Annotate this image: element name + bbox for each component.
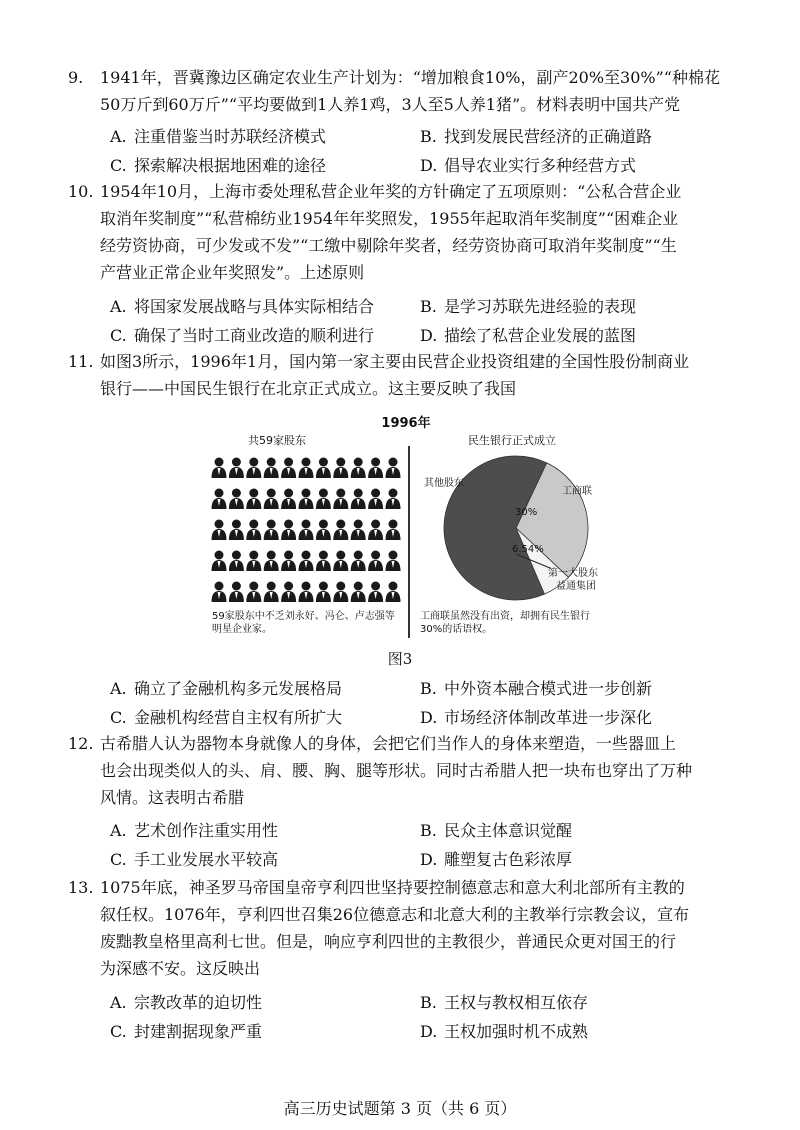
option-a[interactable]: A. 注重借鉴当时苏联经济模式	[110, 127, 327, 146]
shareholder-person-icon	[281, 582, 296, 603]
shareholder-person-icon	[333, 489, 348, 510]
option-d[interactable]: D. 王权加强时机不成熟	[420, 1022, 589, 1041]
label-other-shareholders: 其他股东	[424, 478, 464, 489]
shareholder-person-icon	[299, 551, 314, 572]
question-line: 为深感不安。这反映出	[100, 959, 261, 978]
option-d[interactable]: D. 倡导农业实行多种经营方式	[420, 156, 637, 175]
shareholder-person-icon	[281, 551, 296, 572]
question-line: 产营业正常企业年奖照发”。上述原则	[100, 263, 365, 282]
shareholder-person-icon	[229, 551, 244, 572]
pie-label-30: 30%	[515, 507, 538, 518]
shareholder-person-icon	[351, 489, 366, 510]
shareholder-person-icon	[386, 582, 401, 603]
shareholder-person-icon	[386, 520, 401, 541]
shareholder-person-icon	[264, 458, 279, 479]
option-d[interactable]: D. 市场经济体制改革进一步深化	[420, 708, 653, 727]
shareholder-person-icon	[246, 551, 261, 572]
shareholder-person-icon	[229, 489, 244, 510]
shareholder-person-icon	[368, 458, 383, 479]
question-number: 11.	[68, 352, 94, 371]
option-c[interactable]: C. 手工业发展水平较高	[110, 850, 279, 869]
bank-title: 民生银行正式成立	[468, 434, 556, 447]
shareholder-person-icon	[316, 489, 331, 510]
shareholder-person-icon	[333, 551, 348, 572]
shareholder-person-icon	[281, 489, 296, 510]
shareholder-person-icon	[299, 458, 314, 479]
shareholder-person-icon	[316, 458, 331, 479]
question-line: 取消年奖制度”“私营棉纺业1954年年奖照发，1955年起取消年奖制度”“困难企业	[100, 209, 679, 228]
option-c[interactable]: C. 金融机构经营自主权有所扩大	[110, 708, 343, 727]
shareholder-person-icon	[351, 520, 366, 541]
shareholder-person-icon	[281, 458, 296, 479]
label-acfic: 工商联	[562, 486, 592, 497]
question-line: 古希腊人认为器物本身就像人的身体，会把它们当作人的身体来塑造，一些器皿上	[100, 734, 677, 753]
option-b[interactable]: B. 是学习苏联先进经验的表现	[420, 297, 637, 316]
question-10	[68, 178, 740, 286]
option-a[interactable]: A. 宗教改革的迫切性	[110, 993, 263, 1012]
option-a[interactable]: A. 艺术创作注重实用性	[110, 821, 279, 840]
options-13	[110, 988, 730, 1046]
shareholder-person-icon	[299, 582, 314, 603]
shareholder-person-icon	[212, 458, 227, 479]
figure-divider	[408, 446, 410, 638]
question-number: 12.	[68, 734, 94, 753]
option-c[interactable]: C. 确保了当时工商业改造的顺利进行	[110, 326, 375, 345]
leader-line	[510, 552, 560, 572]
shareholder-person-icon	[368, 551, 383, 572]
option-d[interactable]: D. 描绘了私营企业发展的蓝图	[420, 326, 637, 345]
question-13	[68, 874, 740, 982]
option-a[interactable]: A. 确立了金融机构多元发展格局	[110, 679, 343, 698]
shareholder-person-icon	[212, 551, 227, 572]
question-line: 废黜教皇格里高利七世。但是，响应亨利四世的主教很少，普通民众更对国王的行	[100, 932, 677, 951]
option-b[interactable]: B. 民众主体意识觉醒	[420, 821, 573, 840]
shareholder-person-icon	[212, 489, 227, 510]
page-footer: 高三历史试题第 3 页（共 6 页）	[283, 1099, 517, 1118]
question-number: 10.	[68, 182, 94, 201]
shareholders-title: 共59家股东	[248, 434, 306, 447]
shareholder-person-icon	[368, 582, 383, 603]
question-9	[68, 64, 740, 118]
label-top-shareholder: 第一大股东	[548, 568, 598, 579]
shareholder-person-icon	[333, 458, 348, 479]
shareholder-person-icon	[212, 582, 227, 603]
options-11	[110, 674, 730, 732]
shareholder-person-icon	[229, 520, 244, 541]
question-12	[68, 730, 740, 811]
shareholders-caption: 59家股东中不乏刘永好、冯仑、卢志强等明星企业家。	[212, 611, 395, 635]
shareholder-person-icon	[229, 458, 244, 479]
label-top-shareholder-name: 益通集团	[556, 581, 596, 592]
shareholder-person-icon	[281, 520, 296, 541]
shareholder-person-icon	[264, 551, 279, 572]
shareholder-person-icon	[316, 520, 331, 541]
shareholder-person-icon	[299, 489, 314, 510]
shareholder-person-icon	[212, 520, 227, 541]
question-line: 如图3所示，1996年1月，国内第一家主要由民营企业投资组建的全国性股份制商业	[100, 352, 690, 371]
question-line: 经劳资协商，可少发或不发”“工缴中剔除年奖者，经劳资协商可取消年奖制度”“生	[100, 236, 677, 255]
option-c[interactable]: C. 探索解决根据地困难的途径	[110, 156, 327, 175]
option-a[interactable]: A. 将国家发展战略与具体实际相结合	[110, 297, 375, 316]
question-line: 50万斤到60万斤”“平均要做到1人养1鸡，3人至5人养1猪”。材料表明中国共产党	[100, 95, 681, 114]
shareholder-person-icon	[264, 520, 279, 541]
shareholder-person-icon	[264, 489, 279, 510]
shareholder-person-icon	[264, 582, 279, 603]
shareholder-person-icon	[351, 582, 366, 603]
question-number: 9.	[68, 68, 84, 87]
shareholder-person-icon	[246, 520, 261, 541]
question-line: 也会出现类似人的头、肩、腰、胸、腿等形状。同时古希腊人把一块布也穿出了万种	[100, 761, 693, 780]
pie-label-6-54: 6.54%	[512, 544, 544, 555]
option-d[interactable]: D. 雕塑复古色彩浓厚	[420, 850, 573, 869]
option-b[interactable]: B. 找到发展民营经济的正确道路	[420, 127, 653, 146]
options-12	[110, 816, 730, 874]
figure-year: 1996年	[381, 416, 431, 431]
option-c[interactable]: C. 封建割据现象严重	[110, 1022, 263, 1041]
option-b[interactable]: B. 中外资本融合模式进一步创新	[420, 679, 653, 698]
shareholder-person-icon	[368, 520, 383, 541]
shareholder-person-icon	[299, 520, 314, 541]
shareholder-person-icon	[246, 458, 261, 479]
question-line: 1941年，晋冀豫边区确定农业生产计划为：“增加粮食10%，副产20%至30%”“种棉花	[100, 68, 720, 87]
shareholder-person-icon	[246, 489, 261, 510]
shareholder-person-icon	[386, 489, 401, 510]
shareholder-person-icon	[351, 458, 366, 479]
shareholder-person-icon	[386, 458, 401, 479]
shareholder-person-icon	[351, 551, 366, 572]
question-line: 银行——中国民生银行在北京正式成立。这主要反映了我国	[100, 379, 517, 398]
shareholder-person-icon	[316, 582, 331, 603]
question-number: 13.	[68, 878, 94, 897]
shareholder-person-icon	[333, 582, 348, 603]
options-9	[110, 122, 730, 180]
shareholder-person-icon	[333, 520, 348, 541]
shareholder-person-icon	[316, 551, 331, 572]
question-line: 风情。这表明古希腊	[100, 788, 245, 807]
question-line: 叙任权。1076年，亨利四世召集26位德意志和北意大利的主教举行宗教会议，宣布	[100, 905, 690, 924]
shareholder-person-icon	[246, 582, 261, 603]
options-10	[110, 292, 730, 350]
question-line: 1954年10月，上海市委处理私营企业年奖的方针确定了五项原则：“公私合营企业	[100, 182, 682, 201]
shareholder-person-icon	[386, 551, 401, 572]
figure-caption: 图3	[387, 650, 413, 668]
shareholder-icons	[210, 454, 402, 612]
shareholder-person-icon	[229, 582, 244, 603]
bank-caption: 工商联虽然没有出资，却拥有民生银行30%的话语权。	[420, 611, 590, 635]
shareholder-person-icon	[368, 489, 383, 510]
option-b[interactable]: B. 王权与教权相互依存	[420, 993, 589, 1012]
figure-3	[210, 412, 602, 644]
question-11	[68, 348, 740, 402]
question-line: 1075年底，神圣罗马帝国皇帝亨利四世坚持要控制德意志和意大利北部所有主教的	[100, 878, 685, 897]
